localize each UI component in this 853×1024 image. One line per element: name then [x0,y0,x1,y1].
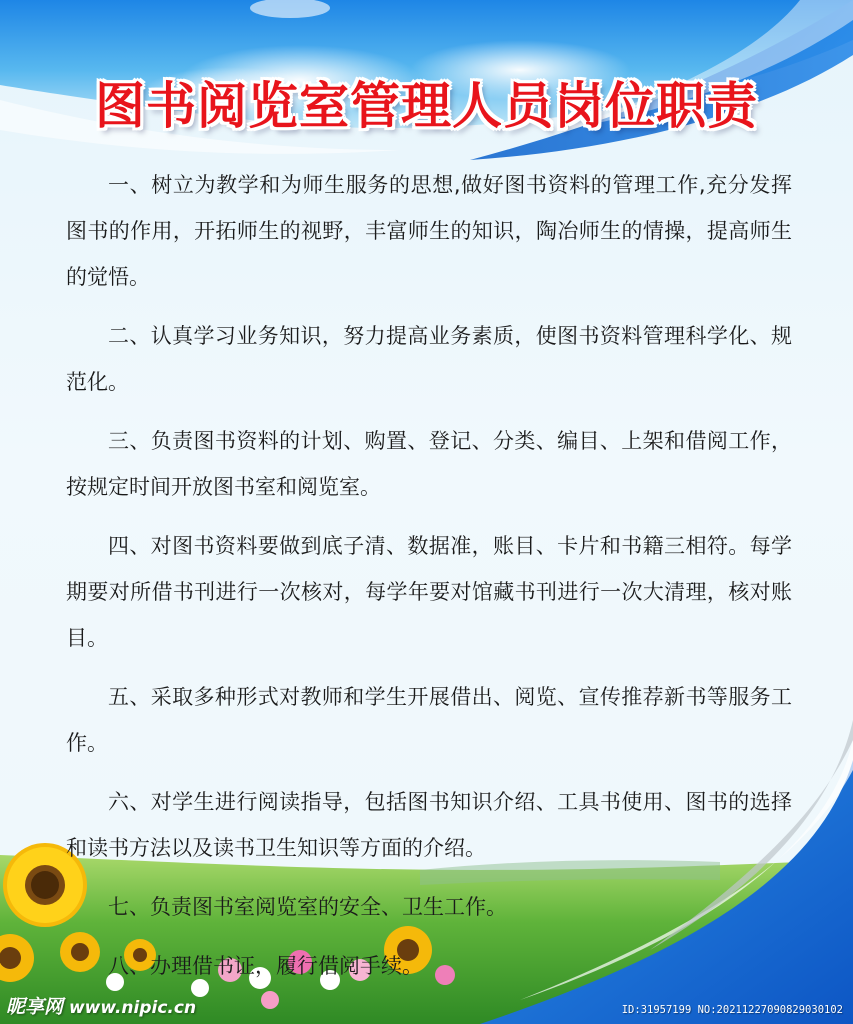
watermark-url: www.nipic.cn [68,998,197,1018]
image-id-text: ID:31957199 NO:20211227090829030102 [621,1004,843,1016]
duty-paragraph-2: 二、认真学习业务知识，努力提高业务素质，使图书资料管理科学化、规范化。 [66,324,792,394]
duty-paragraph-6: 六、对学生进行阅读指导，包括图书知识介绍、工具书使用、图书的选择和读书方法以及读书卫生知识等方面的介绍。 [66,790,792,860]
duty-paragraph-1: 一、树立为教学和为师生服务的思想,做好图书资料的管理工作,充分发挥图书的作用，开拓师生的视野，丰富师生的知识，陶冶师生的情操，提高师生的觉悟。 [66,173,792,289]
duty-paragraph-7: 七、负责图书室阅览室的安全、卫生工作。 [108,895,507,919]
site-watermark [6,992,196,1019]
poster-title: 图书阅览室管理人员岗位职责 [95,77,758,135]
watermark-brand: 昵享网 [6,996,64,1018]
duty-paragraph-3: 三、负责图书资料的计划、购置、登记、分类、编目、上架和借阅工作，按规定时间开放图书室和阅览室。 [66,429,792,499]
duty-paragraph-4: 四、对图书资料要做到底子清、数据准，账目、卡片和书籍三相符。每学期要对所借书刊进行一次核对，每学年要对馆藏书刊进行一次大清理，核对账目。 [66,534,792,650]
duty-paragraph-8: 八、办理借书证，履行借阅手续。 [108,954,423,978]
duties-content [66,162,792,1002]
duty-paragraph-5: 五、采取多种形式对教师和学生开展借出、阅览、宣传推荐新书等服务工作。 [66,685,792,755]
